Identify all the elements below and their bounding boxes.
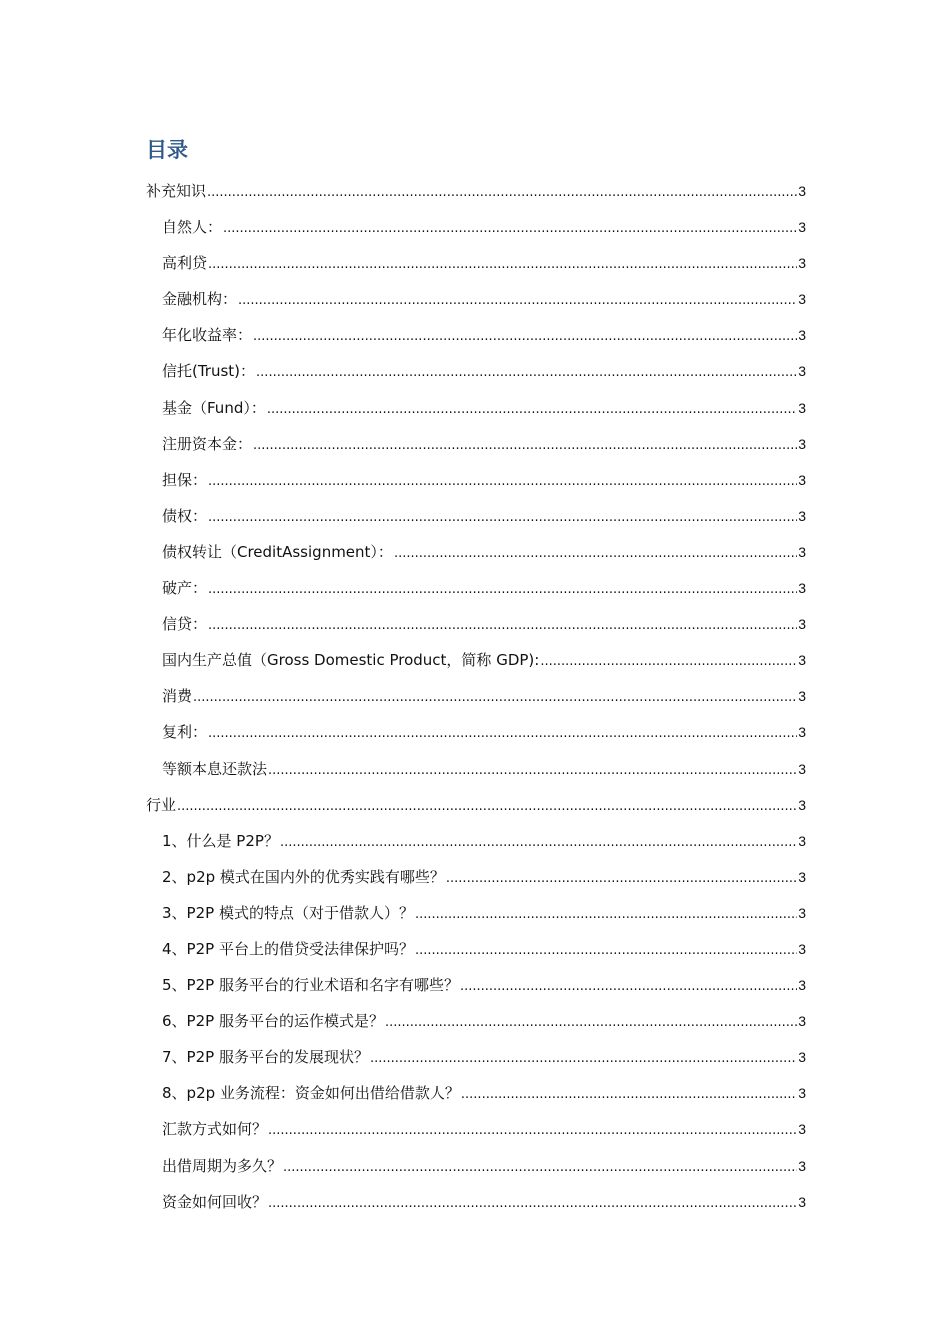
toc-list xyxy=(146,173,806,1220)
toc-entry[interactable] xyxy=(146,245,806,281)
toc-entry-text[interactable]: 复利： xyxy=(162,723,208,742)
toc-entry[interactable] xyxy=(146,823,806,859)
toc-entry[interactable] xyxy=(146,1003,806,1039)
toc-dot-leader xyxy=(460,969,797,1005)
toc-dot-leader xyxy=(385,1005,797,1041)
toc-dot-leader xyxy=(177,789,797,825)
toc-entry-text[interactable]: 4、P2P 平台上的借贷受法律保护吗？ xyxy=(162,939,414,958)
toc-dot-leader xyxy=(207,175,797,211)
toc-page-number: 3 xyxy=(798,616,806,633)
toc-page-number: 3 xyxy=(798,940,806,957)
toc-dot-leader xyxy=(540,644,797,680)
toc-entry-text[interactable]: 金融机构： xyxy=(162,290,238,309)
toc-dot-leader xyxy=(253,428,797,464)
toc-entry[interactable] xyxy=(146,751,806,787)
toc-page-number: 3 xyxy=(798,904,806,921)
toc-entry[interactable] xyxy=(146,1075,806,1111)
toc-entry-text[interactable]: 补充知识 xyxy=(146,182,207,200)
toc-entry-text[interactable]: 债权转让（CreditAssignment）： xyxy=(162,542,393,561)
toc-page-number: 3 xyxy=(798,832,806,849)
toc-entry[interactable] xyxy=(146,498,806,534)
toc-dot-leader xyxy=(208,464,797,500)
toc-entry[interactable] xyxy=(146,353,806,389)
toc-entry[interactable] xyxy=(146,642,806,678)
toc-entry-text[interactable]: 债权： xyxy=(162,506,208,525)
toc-dot-leader xyxy=(193,680,797,716)
toc-page-number: 3 xyxy=(798,363,806,380)
toc-entry[interactable] xyxy=(146,714,806,750)
toc-entry[interactable] xyxy=(146,570,806,606)
toc-entry[interactable] xyxy=(146,606,806,642)
toc-page-number: 3 xyxy=(798,760,806,777)
toc-dot-leader xyxy=(223,211,797,247)
toc-page-number: 3 xyxy=(798,255,806,272)
toc-entry-text[interactable]: 6、P2P 服务平台的运作模式是？ xyxy=(162,1012,384,1031)
toc-entry-text[interactable]: 自然人： xyxy=(162,218,223,237)
toc-dot-leader xyxy=(268,753,797,789)
toc-page-number: 3 xyxy=(798,1193,806,1210)
toc-page-number: 3 xyxy=(798,1013,806,1030)
toc-dot-leader xyxy=(208,247,797,283)
toc-dot-leader xyxy=(415,933,797,969)
toc-dot-leader xyxy=(370,1041,797,1077)
toc-dot-leader xyxy=(283,1150,797,1186)
toc-dot-leader xyxy=(280,825,797,861)
toc-entry[interactable] xyxy=(146,967,806,1003)
toc-entry-text[interactable]: 消费 xyxy=(162,687,193,706)
toc-entry-text[interactable]: 信贷： xyxy=(162,615,208,634)
toc-page-number: 3 xyxy=(798,1049,806,1066)
toc-dot-leader xyxy=(268,1113,797,1149)
toc-page-number: 3 xyxy=(798,1157,806,1174)
toc-entry[interactable] xyxy=(146,534,806,570)
toc-page-number: 3 xyxy=(798,399,806,416)
toc-entry-text[interactable]: 行业 xyxy=(146,795,177,814)
toc-dot-leader xyxy=(268,1186,797,1222)
toc-page-number: 3 xyxy=(798,1121,806,1138)
toc-page-number: 3 xyxy=(798,977,806,994)
toc-page-number: 3 xyxy=(798,435,806,452)
toc-page-number: 3 xyxy=(798,652,806,669)
toc-entry-text[interactable]: 2、p2p 模式在国内外的优秀实践有哪些？ xyxy=(162,867,445,886)
toc-entry[interactable] xyxy=(146,173,806,209)
toc-entry-text[interactable]: 高利贷 xyxy=(162,254,208,273)
toc-dot-leader xyxy=(461,1077,797,1113)
toc-page-number: 3 xyxy=(798,580,806,597)
toc-dot-leader xyxy=(238,283,797,319)
toc-dot-leader xyxy=(208,572,797,608)
toc-entry-text[interactable]: 年化收益率： xyxy=(162,326,253,345)
toc-page-number: 3 xyxy=(798,507,806,524)
toc-entry-text[interactable]: 基金（Fund）： xyxy=(162,398,266,417)
toc-entry-text[interactable]: 资金如何回收？ xyxy=(162,1192,268,1211)
toc-page-number: 3 xyxy=(798,471,806,488)
toc-entry[interactable] xyxy=(146,317,806,353)
toc-entry-text[interactable]: 1、什么是 P2P？ xyxy=(162,831,279,850)
toc-page-number: 3 xyxy=(798,688,806,705)
toc-entry[interactable] xyxy=(146,462,806,498)
toc-dot-leader xyxy=(267,392,797,428)
toc-entry-text[interactable]: 注册资本金： xyxy=(162,434,253,453)
toc-page-number: 3 xyxy=(798,219,806,236)
toc-dot-leader xyxy=(208,500,797,536)
toc-entry-text[interactable]: 国内生产总值（Gross Domestic Product，简称 GDP): xyxy=(162,651,540,670)
toc-dot-leader xyxy=(446,861,797,897)
toc-page-number: 3 xyxy=(798,327,806,344)
toc-entry[interactable] xyxy=(146,281,806,317)
toc-entry[interactable] xyxy=(146,1039,806,1075)
toc-entry[interactable] xyxy=(146,895,806,931)
toc-dot-leader xyxy=(256,355,797,391)
toc-page-number: 3 xyxy=(798,724,806,741)
toc-entry[interactable] xyxy=(146,390,806,426)
toc-entry[interactable] xyxy=(146,1184,806,1220)
toc-page-number: 3 xyxy=(798,543,806,560)
toc-entry[interactable] xyxy=(146,1111,806,1147)
toc-entry-text[interactable]: 5、P2P 服务平台的行业术语和名字有哪些？ xyxy=(162,976,459,995)
toc-entry[interactable] xyxy=(146,859,806,895)
toc-entry-text[interactable]: 破产： xyxy=(162,579,208,598)
toc-dot-leader xyxy=(253,319,797,355)
toc-entry-text[interactable]: 等额本息还款法 xyxy=(162,759,268,778)
toc-entry[interactable] xyxy=(146,931,806,967)
toc-page-number: 3 xyxy=(798,868,806,885)
toc-entry-text[interactable]: 出借周期为多久？ xyxy=(162,1156,283,1175)
toc-dot-leader xyxy=(208,608,797,644)
toc-entry-text[interactable]: 7、P2P 服务平台的发展现状？ xyxy=(162,1048,369,1067)
toc-entry-text[interactable]: 3、P2P 模式的特点（对于借款人）？ xyxy=(162,903,414,922)
toc-entry[interactable] xyxy=(146,209,806,245)
toc-entry-text[interactable]: 担保： xyxy=(162,470,208,489)
toc-page-number: 3 xyxy=(798,183,806,199)
toc-dot-leader xyxy=(394,536,797,572)
toc-entry[interactable] xyxy=(146,787,806,823)
toc-dot-leader xyxy=(415,897,797,933)
toc-page-number: 3 xyxy=(798,1085,806,1102)
toc-entry-text[interactable]: 汇款方式如何？ xyxy=(162,1120,268,1139)
toc-page-number: 3 xyxy=(798,796,806,813)
toc-page-number: 3 xyxy=(798,291,806,308)
toc-entry-text[interactable]: 8、p2p 业务流程：资金如何出借给借款人？ xyxy=(162,1084,460,1103)
toc-entry[interactable] xyxy=(146,678,806,714)
toc-entry-text[interactable]: 信托(Trust)： xyxy=(162,362,256,381)
toc-entry[interactable] xyxy=(146,426,806,462)
toc-dot-leader xyxy=(208,716,797,752)
toc-title: 目录 xyxy=(146,138,188,162)
toc-entry[interactable] xyxy=(146,1148,806,1184)
